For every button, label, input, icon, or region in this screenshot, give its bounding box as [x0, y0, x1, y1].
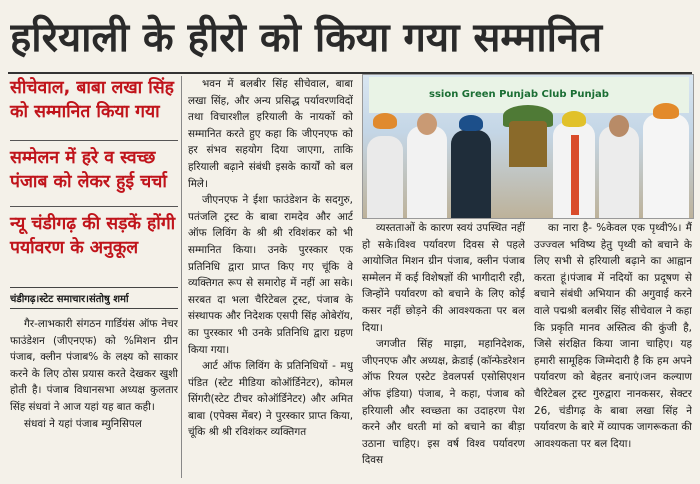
stole	[571, 135, 579, 215]
turban	[562, 111, 586, 127]
subheading-1: सीचेवाल, बाबा लखा सिंह को सम्मानित किया गया	[10, 78, 174, 122]
person-figure	[599, 126, 639, 218]
subheading-divider	[10, 140, 178, 141]
paragraph: व्यस्तताओं के कारण स्वयं उपस्थित नहीं हो सके।विश्व पर्यावरण दिवस से पहले आयोजित मिशन ग्रीन पंजाब, क्लीन पंजाब सम्मेलन में कई विशेषज्ञों की भागीदारी रही, जिन्होंने पर्यावरण को बचाने के लिए कोई कसर नहीं छोड़ने की आवश्यकता पर बल दिया।	[362, 222, 525, 334]
turban	[373, 113, 397, 129]
turban	[459, 115, 483, 131]
award-stand	[509, 121, 547, 167]
paragraph: संधवां ने यहां पंजाब म्युनिसिपल	[24, 417, 142, 430]
column-rule	[181, 76, 182, 478]
paragraph: आर्ट ऑफ लिविंग के प्रतिनिधियों - मधु पंडित (स्टेट मीडिया कोऑर्डिनेटर), कोमल सिंगरी(स्टेट टीचर कोऑर्डिनेटर) और अमित बाबा (एपेक्स मेंबर) ने पुरस्कार प्राप्त किया, चूंकि श्री श्री रविशंकर व्यक्तिगत	[188, 360, 353, 439]
paragraph: का नारा है- %केवल एक पृथ्वी%। मैं उज्ज्वल भविष्य हेतु पृथ्वी को बचाने के लिए सभी से हरियाली बढ़ाने का आह्वान करता हूं।पंजाब में नदियों का प्रदूषण से बचाने संबंधी अभियान की अगुवाई करने वाले पद्मश्री बलबीर सिंह सीचेवाल ने कहा कि प्रकृति मानव अस्तित्व की कुंजी है, जिसे संरक्षित किया जाना चाहिए। यह हमारी सामूहिक जिम्मेदारी है कि हम अपने पर्यावरण को बेहतर बनाएं।जन कल्याण चैरिटेबल ट्रस्ट गुरुद्वारा नानकसर, सेक्टर 26, चंडीगढ़ के बाबा लखा सिंह ने पर्यावरण के बारे में व्यापक जागरूकता की आवश्यकता पर बल दिया।	[534, 222, 692, 450]
head	[609, 115, 629, 137]
paragraph: जीएनएफ ने ईशा फाउंडेशन के सदगुरु, पतंजलि ट्रस्ट के बाबा रामदेव और आर्ट ऑफ लिविंग के श्री श्री रविशंकर को भी सम्मानित किया। उनके पुरस्कार एक प्रतिनिधि द्वारा प्राप्त किए गए चूंकि वे व्यक्तिगत रूप से समारोह में नहीं आ सके। सरबत दा भला चैरिटेबल ट्रस्ट, पंजाब के संस्थापक और निदेशक एसपी सिंह ओबेरॉय, का पुरस्कार भी उनके प्रतिनिधि द्वारा ग्रहण किया गया।	[188, 194, 353, 356]
person-figure	[367, 136, 403, 218]
turban	[653, 103, 679, 119]
person-figure	[407, 126, 447, 218]
article-column-2	[188, 76, 353, 482]
subheading-3: न्यू चंडीगढ़ की सड़कें होंगी पर्यावरण के अनुकूल	[10, 214, 176, 258]
banner-text: ssion Green Punjab Club Punjab	[429, 89, 609, 100]
head	[417, 113, 437, 135]
subheading-2: सम्मेलन में हरे व स्वच्छ पंजाब को लेकर हुई चर्चा	[10, 148, 167, 192]
paragraph: गैर-लाभकारी संगठन गार्डियंस ऑफ नेचर फाउंडेशन (जीएनएफ) को %मिशन ग्रीन पंजाब, क्लीन पंजाब% के लक्ष्य को साकार करने के लिए ठोस प्रयास करते देखकर खुशी होती है। पंजाब विधानसभा अध्यक्ष कुलतार सिंह संधवां ने आज यहां यह बात कही।	[10, 318, 178, 413]
paragraph: भवन में बलबीर सिंह सीचेवाल, बाबा लखा सिंह, और अन्य प्रसिद्ध पर्यावरणविदों तथा विचारशील हरियाली के नायकों को सम्मानित करते हुए कहा कि जीएनएफ को हर संभव सहयोग दिया जाएगा, ताकि हरियाली बढ़ाने संबंधी इसके कार्यों को बल मिले।	[188, 78, 353, 190]
article-column-3	[362, 220, 525, 482]
person-figure	[451, 130, 491, 218]
paragraph: जगजीत सिंह माझा, महानिदेशक, जीएनएफ और अध्यक्ष, क्रेडाई (कॉन्फेडरेशन ऑफ रियल एस्टेट डेवलपर्स एसोसिएशन ऑफ इंडिया) पंजाब, ने कहा, पंजाब को हरियाली और स्वच्छता का उदाहरण पेश करने और धरती मां को बचाने का बीड़ा उठाना चाहिए। इस वर्ष विश्व पर्यावरण दिवस	[362, 338, 525, 467]
dateline-byline: चंडीगढ़।स्टेट समाचार।संतोषु शर्मा	[10, 287, 178, 309]
article-column-4	[534, 220, 692, 482]
award-ceremony-photo	[362, 74, 694, 219]
person-figure	[643, 114, 689, 218]
subheading-divider	[10, 206, 178, 207]
article-column-1	[10, 316, 178, 482]
headline: हरियाली के हीरो को किया गया सम्मानित	[10, 15, 603, 61]
